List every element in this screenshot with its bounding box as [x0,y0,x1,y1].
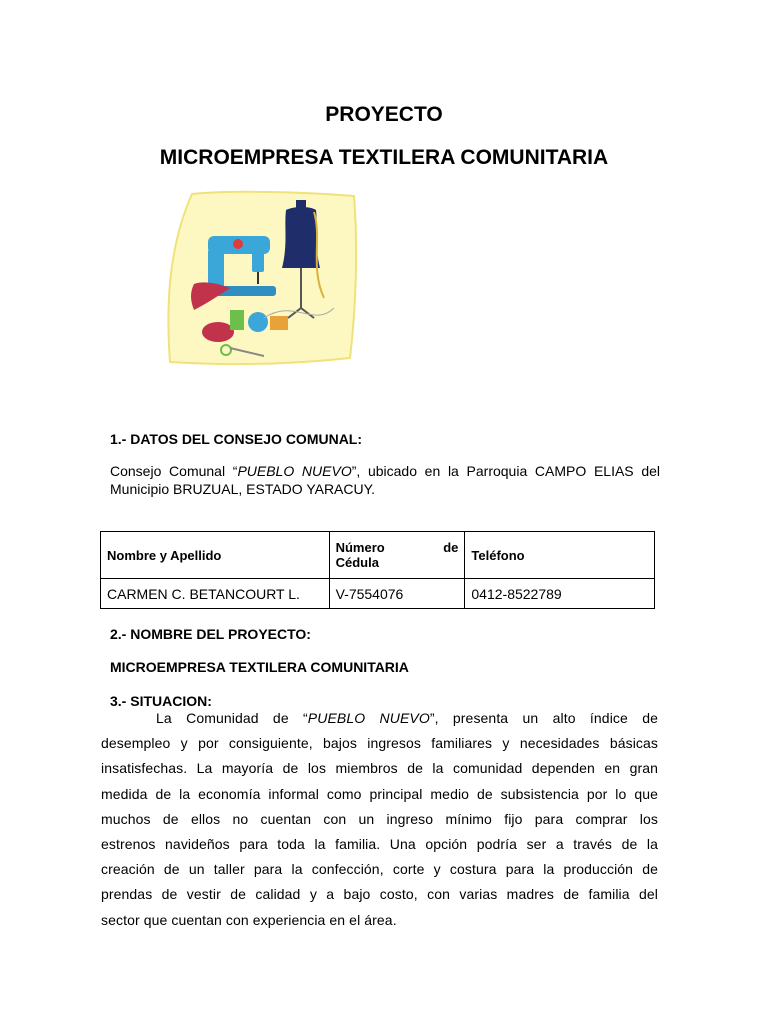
thread-spool-icon-2 [270,316,288,330]
situation-line1-a: La Comunidad de “ [156,710,308,726]
situation-community-name: PUEBLO NUEVO [307,710,430,726]
situation-line: insatisfechas. La mayoría de los miembros de la comunidad dependen en gran [101,760,658,777]
council-table [100,531,655,609]
section2-heading: 2.- NOMBRE DEL PROYECTO: [110,626,311,642]
header-cedula [329,532,465,579]
situation-line: medida de la economía informal como principal medio de subsistencia por lo que [101,785,658,802]
situation-line: estrenos navideños para toda la familia. Una opción podría ser a través de la [101,835,658,852]
cell-name: CARMEN C. BETANCOURT L. [101,579,330,609]
section3-heading: 3.- SITUACION: [110,693,212,709]
project-name: MICROEMPRESA TEXTILERA COMUNITARIA [110,659,409,675]
table-row [101,579,655,609]
situation-paragraph [101,706,658,933]
header-phone: Teléfono [465,532,655,579]
header-cedula-word1: Número [335,540,385,555]
header-cedula-word3: Cédula [335,555,379,570]
header-name: Nombre y Apellido [101,532,330,579]
situation-line: prendas de vestir de calidad y a bajo costo, con varias madres de familia del [101,886,658,903]
section1-text-after: ”, ubicado en la Parroquia CAMPO ELIAS del Municipio BRUZUAL, ESTADO YARACUY. [110,463,660,497]
section1-text-before: Consejo Comunal “ [110,463,238,479]
situation-line1-b: ”, presenta un alto índice de [429,710,658,726]
header-cedula-word2: de [443,540,459,555]
community-name: PUEBLO NUEVO [237,463,352,479]
document-subtitle: MICROEMPRESA TEXTILERA COMUNITARIA [159,146,609,169]
pincushion-icon [202,322,234,342]
thread-spool-icon [230,310,244,330]
section1-paragraph [110,462,660,498]
cell-cedula: V-7554076 [329,579,465,609]
document-title: PROYECTO [325,103,443,126]
sewing-clipart-image [164,188,360,368]
situation-line: muchos de ellos no cuentan con un ingreso mínimo fijo para comprar los [101,810,658,827]
situation-line: creación de un taller para la confección, corte y costura para la producción de [101,861,658,878]
button-icon [248,312,268,332]
section1-heading: 1.- DATOS DEL CONSEJO COMUNAL: [110,431,363,447]
situation-line: desempleo y por consiguiente, bajos ingresos familiares y necesidades básicas [101,735,658,752]
table-header-row [101,532,655,579]
situation-line [101,706,658,731]
cell-phone: 0412-8522789 [465,579,655,609]
situation-line: sector que cuentan con experiencia en el área. [101,911,397,928]
clipart-background [168,192,356,364]
